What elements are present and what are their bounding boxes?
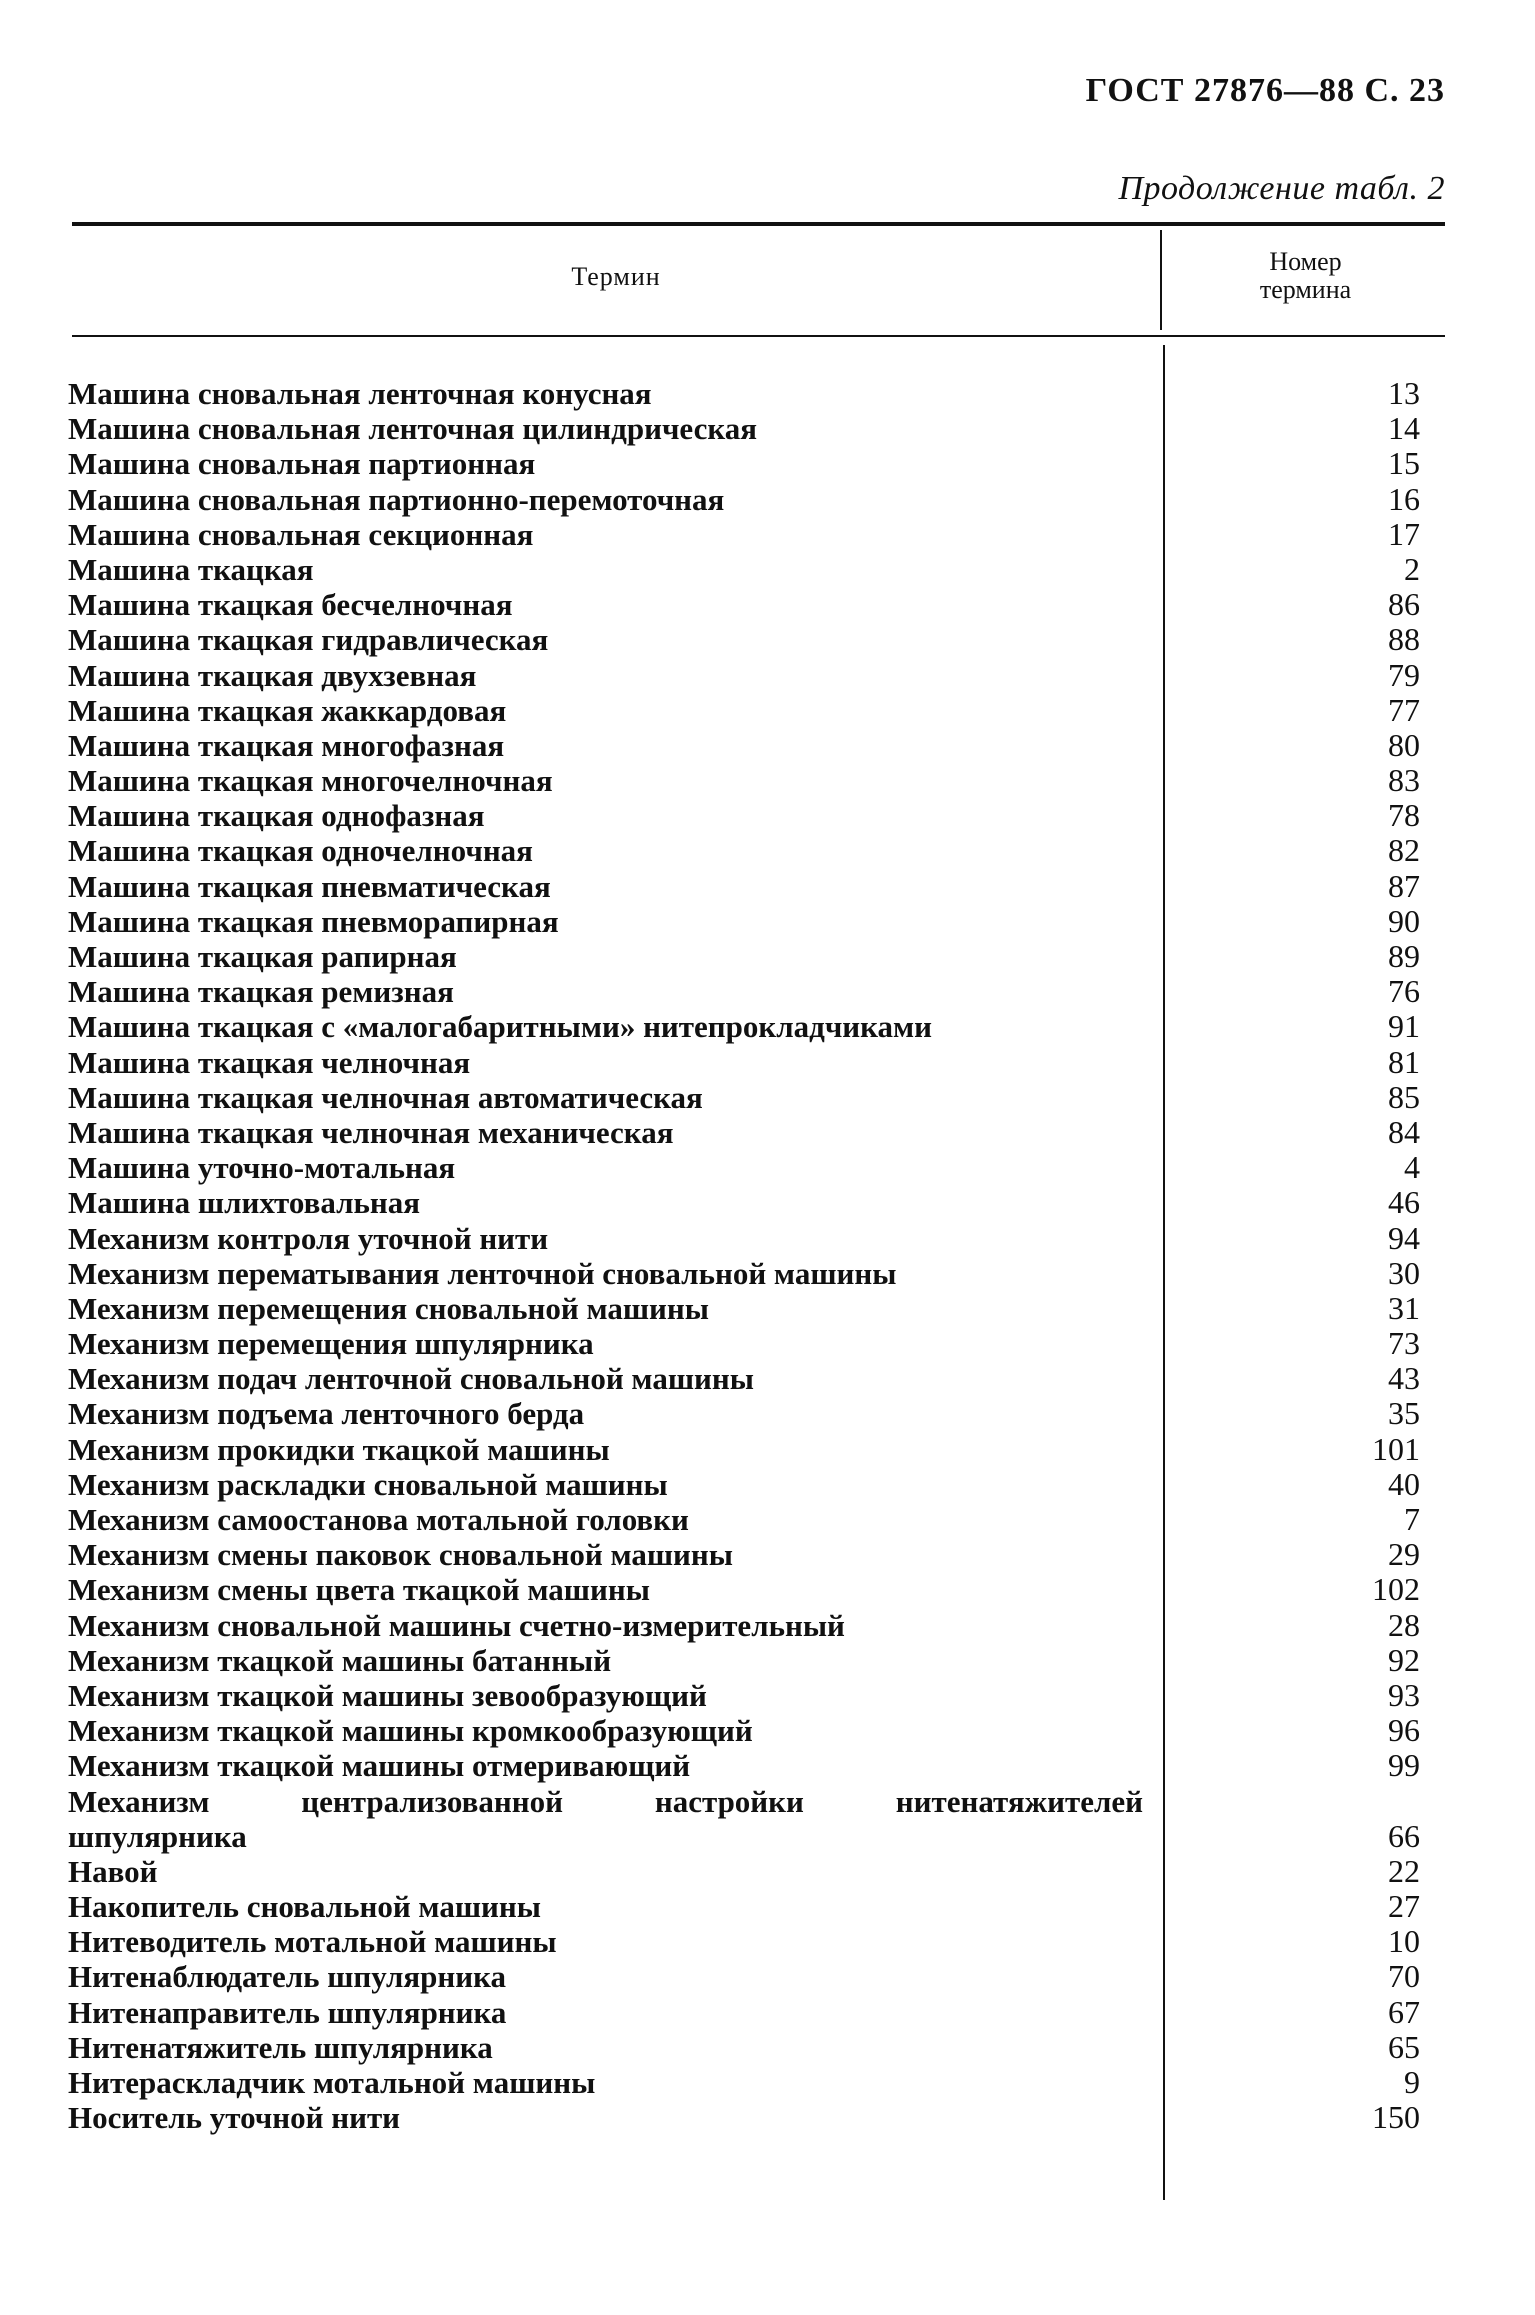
table-row bbox=[68, 376, 1448, 411]
table-row bbox=[68, 658, 1448, 693]
table-row bbox=[68, 517, 1448, 552]
number-cell: 83 bbox=[1388, 762, 1420, 799]
number-cell: 102 bbox=[1372, 1571, 1420, 1608]
number-cell: 35 bbox=[1388, 1395, 1420, 1432]
number-cell: 80 bbox=[1388, 726, 1420, 763]
table-row bbox=[68, 763, 1448, 798]
number-cell: 17 bbox=[1388, 515, 1420, 552]
table-row bbox=[68, 2065, 1448, 2100]
table-body bbox=[68, 376, 1448, 2135]
table-row bbox=[68, 1326, 1448, 1361]
number-cell: 84 bbox=[1388, 1113, 1420, 1150]
term-cell: Машина ткацкая жаккардовая bbox=[68, 692, 507, 728]
table-caption: Продолжение табл. 2 bbox=[1118, 170, 1445, 207]
term-cell: Механизм перемещения сновальной машины bbox=[68, 1290, 709, 1326]
column-header-number-line2: термина bbox=[1259, 275, 1352, 304]
table-row bbox=[68, 1537, 1448, 1572]
term-cell: Машина уточно-мотальная bbox=[68, 1150, 456, 1186]
term-cell: Машина ткацкая пневморапирная bbox=[68, 903, 559, 939]
term-cell: Механизм смены паковок сновальной машины bbox=[68, 1537, 733, 1573]
term-cell-line2: шпулярника bbox=[68, 1818, 247, 1854]
term-cell: Машина сновальная секционная bbox=[68, 516, 534, 552]
number-cell: 16 bbox=[1388, 480, 1420, 517]
table-row bbox=[68, 1185, 1448, 1220]
number-cell: 70 bbox=[1388, 1958, 1420, 1995]
number-cell: 77 bbox=[1388, 691, 1420, 728]
table-row bbox=[68, 2030, 1448, 2065]
table-row bbox=[68, 1291, 1448, 1326]
table-row bbox=[68, 1502, 1448, 1537]
number-cell: 99 bbox=[1388, 1747, 1420, 1784]
term-cell: Механизм контроля уточной нити bbox=[68, 1220, 549, 1256]
table-row bbox=[68, 1748, 1448, 1783]
table-row bbox=[68, 587, 1448, 622]
number-cell: 30 bbox=[1388, 1254, 1420, 1291]
table-row bbox=[68, 1713, 1448, 1748]
number-cell: 13 bbox=[1388, 375, 1420, 411]
term-cell: Машина сновальная ленточная конусная bbox=[68, 376, 652, 411]
term-cell: Нитенаблюдатель шпулярника bbox=[68, 1959, 507, 1995]
table-row bbox=[68, 974, 1448, 1009]
number-cell: 46 bbox=[1388, 1184, 1420, 1221]
number-cell: 78 bbox=[1388, 797, 1420, 834]
term-cell: Механизм раскладки сновальной машины bbox=[68, 1466, 668, 1502]
number-cell: 4 bbox=[1404, 1149, 1420, 1186]
number-cell: 29 bbox=[1388, 1536, 1420, 1573]
number-cell: 92 bbox=[1388, 1641, 1420, 1678]
table-row bbox=[68, 1150, 1448, 1185]
table-row bbox=[68, 833, 1448, 868]
table-row bbox=[68, 2100, 1448, 2135]
term-cell-line1 bbox=[68, 1784, 1143, 1819]
table-row bbox=[68, 482, 1448, 517]
table-row bbox=[68, 1080, 1448, 1115]
term-cell: Нитенатяжитель шпулярника bbox=[68, 2029, 493, 2065]
number-cell: 43 bbox=[1388, 1360, 1420, 1397]
term-cell: Механизм перемещения шпулярника bbox=[68, 1326, 594, 1362]
table-row bbox=[68, 1221, 1448, 1256]
table-row bbox=[68, 693, 1448, 728]
column-header-number bbox=[1166, 248, 1445, 304]
term-cell: Механизм ткацкой машины кромкообразующий bbox=[68, 1713, 753, 1749]
number-cell: 94 bbox=[1388, 1219, 1420, 1256]
header-column-divider bbox=[1160, 230, 1162, 330]
table-top-rule bbox=[72, 222, 1445, 226]
term-cell: Машина ткацкая ремизная bbox=[68, 974, 454, 1010]
header-bottom-rule bbox=[72, 335, 1445, 337]
term-cell: Машина ткацкая челночная автоматическая bbox=[68, 1079, 703, 1115]
number-cell: 31 bbox=[1388, 1289, 1420, 1326]
term-cell: Машина ткацкая bbox=[68, 551, 314, 587]
term-cell: Машина сновальная партионная bbox=[68, 446, 536, 482]
term-cell: Накопитель сновальной машины bbox=[68, 1889, 541, 1925]
number-cell: 28 bbox=[1388, 1606, 1420, 1643]
table-row bbox=[68, 1608, 1448, 1643]
number-cell: 82 bbox=[1388, 832, 1420, 869]
term-cell: Машина ткацкая одночелночная bbox=[68, 833, 533, 869]
number-cell: 85 bbox=[1388, 1078, 1420, 1115]
term-cell: Машина ткацкая гидравлическая bbox=[68, 622, 549, 658]
table-row bbox=[68, 1924, 1448, 1959]
table-row bbox=[68, 1959, 1448, 1994]
table-row bbox=[68, 904, 1448, 939]
number-cell: 65 bbox=[1388, 2028, 1420, 2065]
number-cell: 40 bbox=[1388, 1465, 1420, 1502]
term-cell: Машина ткацкая двухзевная bbox=[68, 657, 477, 693]
term-cell: Механизм ткацкой машины батанный bbox=[68, 1642, 612, 1678]
number-cell: 67 bbox=[1388, 1993, 1420, 2030]
table-row bbox=[68, 446, 1448, 481]
term-cell: Машина ткацкая пневматическая bbox=[68, 868, 551, 904]
table-row bbox=[68, 1432, 1448, 1467]
table-row bbox=[68, 411, 1448, 446]
table-row bbox=[68, 1995, 1448, 2030]
table-row bbox=[68, 1045, 1448, 1080]
column-header-term: Термин bbox=[571, 262, 661, 291]
table-row bbox=[68, 1467, 1448, 1502]
number-cell: 66 bbox=[1388, 1817, 1420, 1854]
number-cell: 96 bbox=[1388, 1712, 1420, 1749]
term-cell: Машина ткацкая рапирная bbox=[68, 939, 457, 974]
term-cell: Машина ткацкая с «малогабаритными» нитепрокладчиками bbox=[68, 1009, 933, 1045]
table-row bbox=[68, 798, 1448, 833]
term-word: настройки bbox=[654, 1783, 804, 1819]
table-row bbox=[68, 939, 1448, 974]
page-header: ГОСТ 27876—88 С. 23 bbox=[1085, 72, 1445, 109]
table-row bbox=[68, 1009, 1448, 1044]
number-cell: 101 bbox=[1372, 1430, 1420, 1467]
term-cell: Нитераскладчик мотальной машины bbox=[68, 2065, 596, 2101]
table-row bbox=[68, 622, 1448, 657]
term-cell: Носитель уточной нити bbox=[68, 2100, 401, 2136]
number-cell: 22 bbox=[1388, 1852, 1420, 1889]
term-cell: Нитеводитель мотальной машины bbox=[68, 1924, 557, 1960]
number-cell: 15 bbox=[1388, 445, 1420, 482]
number-cell: 86 bbox=[1388, 586, 1420, 623]
term-cell: Механизм самоостанова мотальной головки bbox=[68, 1502, 689, 1537]
number-cell: 91 bbox=[1388, 1008, 1420, 1045]
number-cell: 9 bbox=[1404, 2064, 1420, 2101]
term-cell: Машина шлихтовальная bbox=[68, 1185, 421, 1221]
term-word: централизованной bbox=[301, 1783, 563, 1819]
table-row bbox=[68, 1678, 1448, 1713]
table-row bbox=[68, 728, 1448, 763]
number-cell: 88 bbox=[1388, 621, 1420, 658]
term-cell: Механизм подъема ленточного берда bbox=[68, 1396, 585, 1432]
term-cell: Машина ткацкая многофазная bbox=[68, 727, 505, 763]
term-cell: Механизм прокидки ткацкой машины bbox=[68, 1431, 610, 1467]
term-cell: Механизм сновальной машины счетно-измерительный bbox=[68, 1607, 845, 1643]
table-row bbox=[68, 1643, 1448, 1678]
term-cell: Машина сновальная ленточная цилиндрическая bbox=[68, 411, 757, 447]
term-cell: Механизм подач ленточной сновальной машины bbox=[68, 1361, 754, 1397]
number-cell: 2 bbox=[1404, 550, 1420, 587]
term-cell: Нитенаправитель шпулярника bbox=[68, 1994, 507, 2030]
column-header-number-line1: Номер bbox=[1269, 247, 1342, 276]
number-cell: 27 bbox=[1388, 1888, 1420, 1925]
number-cell: 87 bbox=[1388, 867, 1420, 904]
number-cell: 7 bbox=[1404, 1501, 1420, 1537]
number-cell: 81 bbox=[1388, 1043, 1420, 1080]
term-cell: Машина ткацкая челночная механическая bbox=[68, 1114, 674, 1150]
term-cell: Механизм ткацкой машины зевообразующий bbox=[68, 1677, 707, 1713]
term-cell: Механизм ткацкой машины отмеривающий bbox=[68, 1748, 691, 1784]
number-cell: 14 bbox=[1388, 410, 1420, 447]
term-cell: Механизм смены цвета ткацкой машины bbox=[68, 1572, 650, 1608]
table-row bbox=[68, 1396, 1448, 1431]
number-cell: 79 bbox=[1388, 656, 1420, 693]
number-cell: 150 bbox=[1372, 2099, 1420, 2136]
number-cell: 93 bbox=[1388, 1676, 1420, 1713]
number-cell: 90 bbox=[1388, 902, 1420, 939]
table-row bbox=[68, 869, 1448, 904]
table-row bbox=[68, 1256, 1448, 1291]
term-cell: Машина сновальная партионно-перемоточная bbox=[68, 481, 725, 517]
table-row bbox=[68, 1854, 1448, 1889]
table-row bbox=[68, 1115, 1448, 1150]
number-cell: 73 bbox=[1388, 1325, 1420, 1362]
table-row bbox=[68, 1889, 1448, 1924]
table-row-wrapped bbox=[68, 1784, 1448, 1854]
term-cell: Машина ткацкая многочелночная bbox=[68, 763, 553, 799]
term-cell: Навой bbox=[68, 1853, 158, 1889]
term-cell: Машина ткацкая однофазная bbox=[68, 798, 485, 834]
term-word: Механизм bbox=[68, 1783, 210, 1819]
term-word: нитенатяжителей bbox=[895, 1783, 1143, 1819]
number-cell: 10 bbox=[1388, 1923, 1420, 1960]
table-row bbox=[68, 1572, 1448, 1607]
number-cell: 89 bbox=[1388, 938, 1420, 974]
term-cell: Механизм перематывания ленточной сновальной машины bbox=[68, 1255, 897, 1291]
term-cell: Машина ткацкая бесчелночная bbox=[68, 587, 513, 623]
term-cell: Машина ткацкая челночная bbox=[68, 1044, 471, 1080]
table-row bbox=[68, 1361, 1448, 1396]
number-cell: 76 bbox=[1388, 973, 1420, 1010]
table-row bbox=[68, 552, 1448, 587]
